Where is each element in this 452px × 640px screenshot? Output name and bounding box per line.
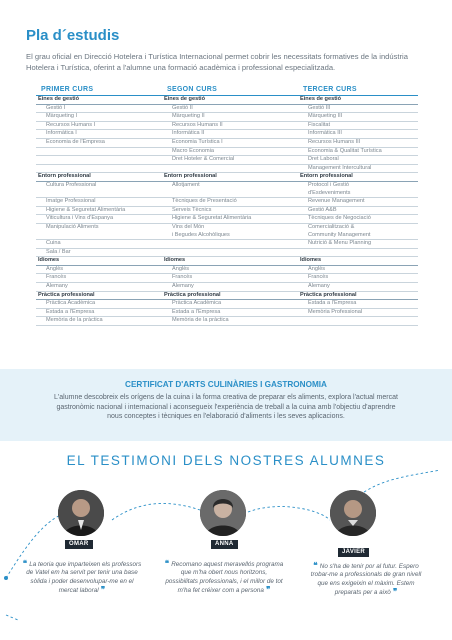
course-cell (36, 165, 162, 173)
connector-dot (4, 576, 8, 580)
course-row (36, 249, 418, 258)
section-row (36, 257, 418, 266)
section-label: Idiomes (300, 257, 322, 264)
column-header-first-year: PRIMER CURS (41, 86, 94, 93)
course-cell: Alemany (46, 283, 68, 290)
course-cell: Nutrició & Menu Planning (308, 240, 372, 247)
section-row (36, 96, 418, 105)
course-cell: Estada a l'Empresa (172, 308, 221, 315)
course-cell: Cultura Professional (46, 181, 97, 188)
course-row (36, 113, 418, 122)
course-row (36, 309, 418, 318)
section-label: Pràctica professional (300, 291, 357, 298)
course-row (36, 130, 418, 139)
course-row (36, 122, 418, 131)
course-cell: Estada a l'Empresa (46, 308, 95, 315)
course-cell: Economia Turística I (172, 138, 223, 145)
section-label: Entorn professional (300, 173, 353, 180)
course-row (36, 198, 418, 207)
study-plan-table (36, 86, 418, 326)
course-row (36, 105, 418, 114)
section-label: Pràctica professional (164, 291, 221, 298)
course-row (36, 266, 418, 275)
avatar-javier (330, 490, 376, 536)
course-cell: Gestió I (46, 104, 66, 111)
course-cell: Economia de l'Empresa (46, 138, 105, 145)
course-row (36, 156, 418, 165)
course-cell (162, 240, 298, 248)
column-header-third-year: TERCER CURS (303, 86, 357, 93)
course-cell: Informàtica III (308, 130, 342, 137)
course-cell: Manipulació Aliments (46, 223, 99, 230)
course-row (36, 317, 418, 326)
testimonials-title: EL TESTIMONI DELS NOSTRES ALUMNES (66, 453, 386, 468)
course-cell: Comercialització & Community Management (308, 223, 371, 238)
quote-javier: ❝ No s'ha de tenir por al futur. Espero trobar-me a professionals de gran nivell que ens exigeixin el màxim. Estem preparats per a això ❞ (310, 561, 422, 597)
course-cell: Memòria Professional (308, 308, 363, 315)
study-plan-header (36, 86, 418, 96)
course-row (36, 274, 418, 283)
course-cell: Viticultura i Vins d'Espanya (46, 215, 114, 222)
course-cell: Gestió A&B (308, 206, 337, 213)
course-cell: Revenue Management (308, 198, 365, 205)
section-label: Eines de gestió (38, 96, 80, 102)
course-cell: Gestió II (172, 104, 193, 111)
course-row (36, 224, 418, 240)
course-cell: Dret Hoteler & Comercial (172, 156, 235, 163)
course-cell: Sala / Bar (46, 248, 71, 255)
course-cell: Informàtica II (172, 130, 205, 137)
course-cell: Francès (172, 274, 193, 281)
quote-text-anna: Recomano aquest meravellós programa que m'ha obert nous horitzons, possibilitats professionals, i el millor de tot m'ha fet créixer com a persona (165, 561, 284, 595)
course-cell: Recursos Humans II (172, 121, 223, 128)
section-label: Pràctica professional (38, 291, 95, 298)
column-header-second-year: SEGON CURS (167, 86, 218, 93)
course-cell (298, 317, 418, 325)
course-cell: Tècniques de Presentació (172, 198, 237, 205)
course-cell: Fiscalitat (308, 121, 331, 128)
course-row (36, 139, 418, 148)
course-row (36, 240, 418, 249)
course-cell: Memòria de la pràctica (172, 317, 229, 324)
course-cell: Anglès (46, 265, 64, 272)
course-cell (298, 249, 418, 257)
course-cell: Economia & Qualitat Turística (308, 147, 382, 154)
course-cell: Anglès (308, 265, 326, 272)
section-label: Entorn professional (38, 173, 91, 180)
intro-paragraph: El grau oficial en Direcció Hotelera i Turística Internacional permet cobrir les necessitats formatives de la indústria Hotelera i Turística, oferint a l'alumne una formació acadèmica i professional especialitzada. (26, 52, 408, 72)
course-cell: Higiene & Seguretat Alimentària (172, 215, 252, 222)
course-row (36, 182, 418, 198)
course-cell: Vins del Món i Begudes Alcohòliques (172, 223, 230, 238)
course-row (36, 283, 418, 292)
course-cell: Allotjament (172, 181, 200, 188)
course-cell: Estada a l'Empresa (308, 300, 357, 307)
course-cell: Recursos Humans III (308, 138, 361, 145)
certificate-title: CERTIFICAT D'ARTS CULINÀRIES I GASTRONOMIA (125, 380, 327, 389)
course-cell: Alemany (172, 283, 194, 290)
section-label: Idiomes (164, 257, 186, 264)
quote-text-javier: No s'ha de tenir por al futur. Espero trobar-me a professionals de gran nivell que ens exigeixin el màxim. Estem preparats per a això (310, 563, 422, 597)
course-row (36, 165, 418, 174)
course-cell: Pràctica Acadèmica (172, 300, 222, 307)
course-cell: Anglès (172, 265, 190, 272)
section-label: Eines de gestió (164, 96, 206, 102)
section-label: Entorn professional (164, 173, 217, 180)
course-cell: Serveis Tècnics (172, 206, 212, 213)
course-cell: Macro Economia (172, 147, 214, 154)
course-row (36, 148, 418, 157)
section-row (36, 292, 418, 301)
course-row (36, 215, 418, 224)
course-cell (36, 148, 162, 156)
avatar-anna (200, 490, 246, 536)
course-cell: Màrqueting I (46, 113, 78, 120)
avatar-omar (58, 490, 104, 536)
page-title: Pla d´estudis (26, 27, 120, 44)
section-row (36, 173, 418, 182)
quote-text-omar: La teoria que imparteixen els professors de Vatel em ha servit per tenir una base sòlida i poder desenvolupar-me en el mercat laboral (26, 561, 142, 595)
quote-anna: ❝ Recomano aquest meravellós programa que m'ha obert nous horitzons, possibilitats professionals, i el millor de tot m'ha fet créixer com a persona ❞ (164, 559, 284, 595)
name-badge-javier: JAVIER (338, 548, 369, 557)
course-cell: Màrqueting II (172, 113, 205, 120)
course-cell: Protocol i Gestió d'Esdeveniments (308, 181, 351, 196)
course-cell (162, 249, 298, 257)
section-label: Idiomes (38, 257, 60, 264)
course-cell: Higiene & Seguretat Alimentària (46, 206, 126, 213)
section-label: Eines de gestió (300, 96, 342, 102)
quote-omar: ❝ La teoria que imparteixen els professors de Vatel em ha servit per tenir una base sòlida i poder desenvolupar-me en el mercat laboral ❞ (22, 559, 142, 595)
course-row (36, 300, 418, 309)
course-cell: Alemany (308, 283, 330, 290)
course-cell: Francès (308, 274, 329, 281)
course-cell (36, 156, 162, 164)
course-cell (162, 165, 298, 173)
course-cell: Memòria de la pràctica (46, 317, 103, 324)
course-cell: Imatge Professional (46, 198, 96, 205)
course-cell: Gestió III (308, 104, 331, 111)
course-cell: Informàtica I (46, 130, 77, 137)
course-row (36, 207, 418, 216)
course-cell: Tècniques de Negociació (308, 215, 371, 222)
course-cell: Recursos Humans I (46, 121, 96, 128)
course-cell: Management Intercultural (308, 164, 372, 171)
course-cell: Francès (46, 274, 67, 281)
name-badge-anna: ANNA (211, 540, 238, 549)
certificate-text: L'alumne descobreix els orígens de la cuina i la forma creativa de preparar els aliments, explora l'actual mercat gastronòmic nacional i internacional i aconsegueix l'experiència de treball a la cuina amb l'objectiu d'aprendre nous conceptes i tècniques en l'elaboració d'aliments i les seves aplicacions. (54, 394, 398, 421)
course-cell: Pràctica Acadèmica (46, 300, 96, 307)
course-cell: Màrqueting III (308, 113, 343, 120)
name-badge-omar: OMAR (65, 540, 93, 549)
study-plan-body (36, 96, 418, 326)
course-cell: Dret Laboral (308, 156, 339, 163)
course-cell: Cuina (46, 240, 61, 247)
